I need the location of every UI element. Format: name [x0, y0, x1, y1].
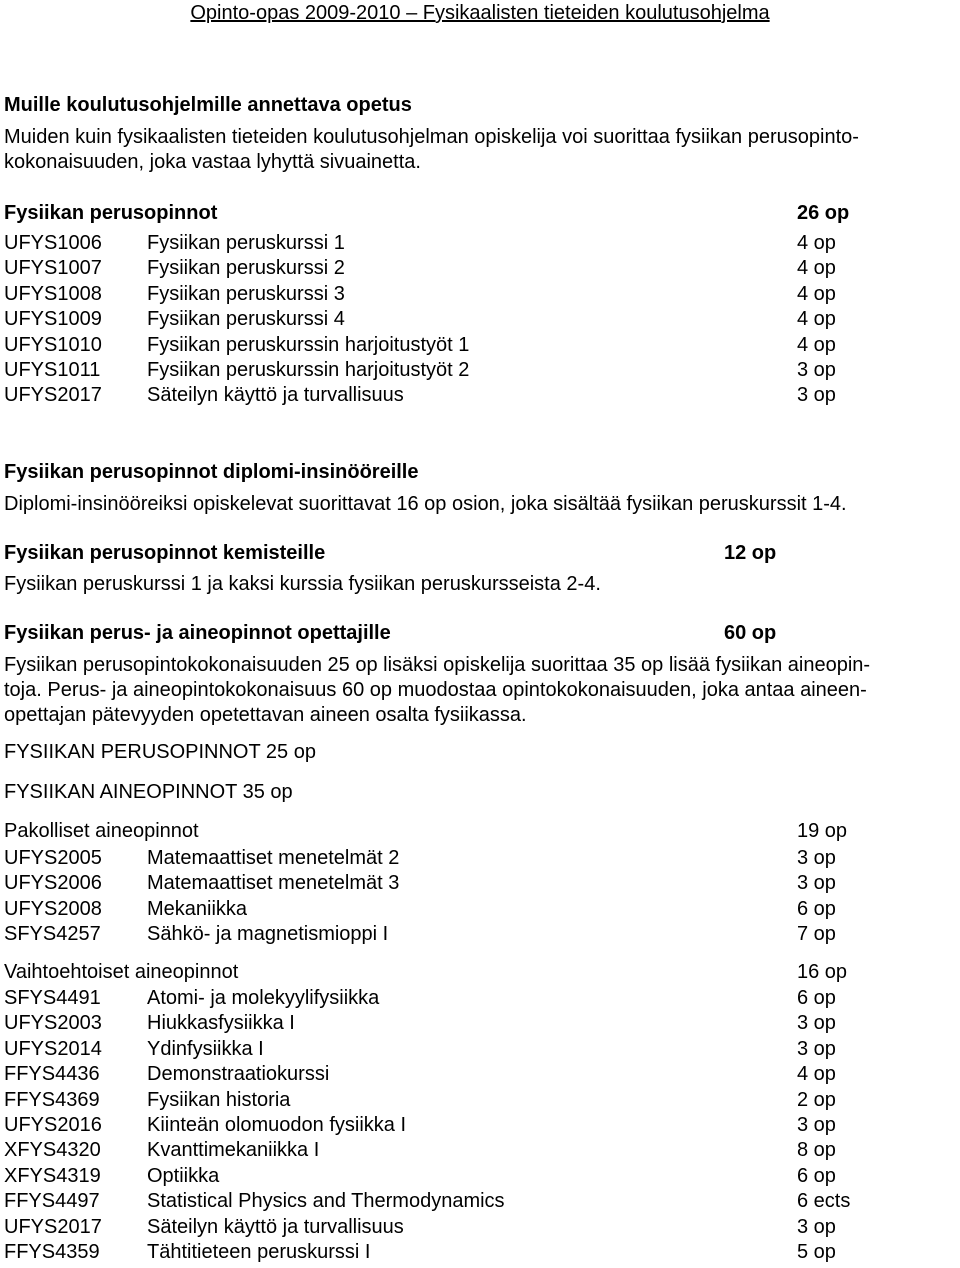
section-title-muille: Muille koulutusohjelmille annettava opetus: [4, 94, 412, 116]
course-credits: 6 op: [797, 897, 836, 920]
course-credits: 6 op: [797, 987, 836, 1009]
course-code: XFYS4319: [4, 1164, 101, 1187]
paragraph-line: toja. Perus- ja aineopintokokonaisuus 60 op muodostaa opintokokonaisuuden, joka antaa aineen-: [4, 679, 867, 701]
section-title-opettajille: Fysiikan perus- ja aineopinnot opettajille: [4, 622, 391, 644]
course-row: [4, 1240, 904, 1265]
course-credits: 4 op: [797, 232, 836, 254]
course-code: UFYS1006: [4, 232, 102, 254]
course-credits: 3 op: [797, 847, 836, 869]
course-code: SFYS4491: [4, 987, 101, 1009]
course-credits: 7 op: [797, 923, 836, 946]
course-credits: 3 op: [797, 384, 836, 407]
course-credits: 5 op: [797, 1241, 836, 1263]
course-code: UFYS1007: [4, 257, 102, 280]
course-code: UFYS1008: [4, 282, 102, 305]
course-row: [4, 1138, 904, 1163]
course-code: FFYS4497: [4, 1190, 100, 1213]
course-credits: 3 op: [797, 1037, 836, 1060]
course-name: Fysiikan peruskurssin harjoitustyöt 2: [147, 359, 470, 381]
course-name: Mekaniikka: [147, 897, 248, 920]
course-code: UFYS2014: [4, 1037, 102, 1060]
course-code: UFYS2003: [4, 1012, 102, 1035]
course-name: Kiinteän olomuodon fysiikka I: [147, 1114, 407, 1136]
course-row: [4, 986, 904, 1011]
course-code: XFYS4320: [4, 1139, 101, 1162]
course-name: Fysiikan peruskurssi 1: [147, 232, 345, 254]
group-credits: 16 op: [797, 961, 848, 983]
course-row: [4, 1215, 904, 1240]
group-heading-vaihtoehtoiset: [4, 960, 904, 985]
group-title: Pakolliset aineopinnot: [4, 820, 199, 842]
course-name: Atomi- ja molekyylifysiikka: [147, 987, 380, 1009]
course-row: [4, 307, 904, 332]
diplomi-text: Diplomi-insinöörеiksi opiskelevat suorittavat 16 op osion, joka sisältää fysiikan peruskurssit 1-4.: [4, 493, 847, 515]
section-title-diplomi: Fysiikan perusopinnot diplomi-insinööreille: [4, 461, 419, 483]
course-code: FFYS4369: [4, 1088, 100, 1111]
kemisteille-credits: 12 op: [724, 542, 777, 564]
course-name: Säteilyn käyttö ja turvallisuus: [147, 1215, 404, 1238]
course-row: [4, 897, 904, 922]
course-name: Statistical Physics and Thermodynamics: [147, 1190, 505, 1213]
group-heading-pakolliset: [4, 819, 904, 844]
course-row: [4, 256, 904, 281]
course-credits: 2 op: [797, 1088, 836, 1111]
course-credits: 3 op: [797, 359, 836, 381]
course-name: Hiukkasfysiikka I: [147, 1012, 295, 1035]
course-name: Fysiikan peruskurssin harjoitustyöt 1: [147, 333, 470, 356]
course-credits: 3 op: [797, 1114, 836, 1136]
paragraph-line: Muiden kuin fysikaalisten tieteiden koulutusohjelman opiskelija voi suorittaa fysiikan perusopinto-: [4, 126, 859, 148]
course-row: [4, 1189, 904, 1214]
course-name: Ydinfysiikka I: [147, 1037, 264, 1060]
course-name: Demonstraatiokurssi: [147, 1063, 330, 1086]
course-code: UFYS2017: [4, 384, 102, 407]
course-credits: 3 op: [797, 872, 836, 895]
course-row: [4, 282, 904, 307]
course-credits: 4 op: [797, 257, 836, 280]
course-row: [4, 1164, 904, 1189]
course-credits: 6 ects: [797, 1190, 851, 1213]
course-name: Sähkö- ja magnetismioppi I: [147, 923, 389, 946]
group-title: Vaihtoehtoiset aineopinnot: [4, 961, 239, 983]
course-row: [4, 1113, 904, 1138]
aineopinnot-caps-heading: FYSIIKAN AINEOPINNOT 35 op: [4, 781, 293, 803]
course-credits: 6 op: [797, 1164, 836, 1187]
course-code: UFYS1011: [4, 359, 101, 381]
course-code: UFYS2008: [4, 897, 102, 920]
section-title-kemisteille: Fysiikan perusopinnot kemisteille: [4, 542, 326, 564]
kemisteille-text: Fysiikan peruskurssi 1 ja kaksi kurssia fysiikan peruskursseista 2-4.: [4, 573, 601, 595]
group-heading-perusopinnot: [4, 201, 904, 226]
course-name: Optiikka: [147, 1164, 220, 1187]
course-row: [4, 1062, 904, 1087]
opettajille-credits: 60 op: [724, 622, 777, 644]
course-credits: 8 op: [797, 1139, 836, 1162]
course-row: [4, 922, 904, 947]
course-code: SFYS4257: [4, 923, 101, 946]
course-name: Fysiikan peruskurssi 4: [147, 308, 345, 331]
header-text: Opinto-opas 2009-2010 – Fysikaalisten tieteiden koulutusohjelma: [190, 2, 770, 24]
course-row: [4, 871, 904, 896]
course-code: UFYS2016: [4, 1114, 102, 1136]
course-name: Fysiikan historia: [147, 1088, 291, 1111]
course-code: UFYS2005: [4, 847, 102, 869]
course-code: UFYS1009: [4, 308, 102, 331]
course-name: Matemaattiset menetelmät 2: [147, 847, 400, 869]
paragraph-line: kokonaisuuden, joka vastaa lyhyttä sivuainetta.: [4, 151, 421, 173]
course-row: [4, 333, 904, 358]
course-code: UFYS2017: [4, 1215, 102, 1238]
page-header: [0, 1, 960, 25]
section-intro-paragraph: [4, 125, 956, 175]
course-row: [4, 1011, 904, 1036]
course-name: Kvanttimekaniikka I: [147, 1139, 320, 1162]
course-row: [4, 1088, 904, 1113]
course-row: [4, 358, 904, 383]
group-title: Fysiikan perusopinnot: [4, 202, 218, 224]
course-credits: 3 op: [797, 1215, 836, 1238]
course-name: Fysiikan peruskurssi 3: [147, 282, 345, 305]
paragraph-line: Fysiikan perusopintokokonaisuuden 25 op lisäksi opiskelija suorittaa 35 op lisää fysiikan aineopin-: [4, 654, 871, 676]
group-credits: 19 op: [797, 820, 848, 842]
course-row: [4, 1037, 904, 1062]
course-row: [4, 231, 904, 256]
course-name: Tähtitieteen peruskurssi I: [147, 1241, 371, 1263]
course-code: FFYS4359: [4, 1241, 100, 1263]
course-name: Säteilyn käyttö ja turvallisuus: [147, 384, 404, 407]
course-credits: 4 op: [797, 333, 836, 356]
course-code: FFYS4436: [4, 1063, 100, 1086]
course-row: [4, 383, 904, 408]
course-row: [4, 846, 904, 871]
course-code: UFYS1010: [4, 333, 102, 356]
paragraph-line: opettajan pätevyyden opetettavan aineen osalta fysiikassa.: [4, 704, 527, 726]
group-credits: 26 op: [797, 202, 850, 224]
course-credits: 4 op: [797, 308, 836, 331]
course-credits: 4 op: [797, 1063, 836, 1086]
course-credits: 3 op: [797, 1012, 836, 1035]
course-name: Fysiikan peruskurssi 2: [147, 257, 345, 280]
course-name: Matemaattiset menetelmät 3: [147, 872, 400, 895]
perusopinnot-caps-heading: FYSIIKAN PERUSOPINNOT 25 op: [4, 741, 316, 763]
course-credits: 4 op: [797, 282, 836, 305]
course-code: UFYS2006: [4, 872, 102, 895]
opettajille-paragraph: [4, 653, 956, 728]
